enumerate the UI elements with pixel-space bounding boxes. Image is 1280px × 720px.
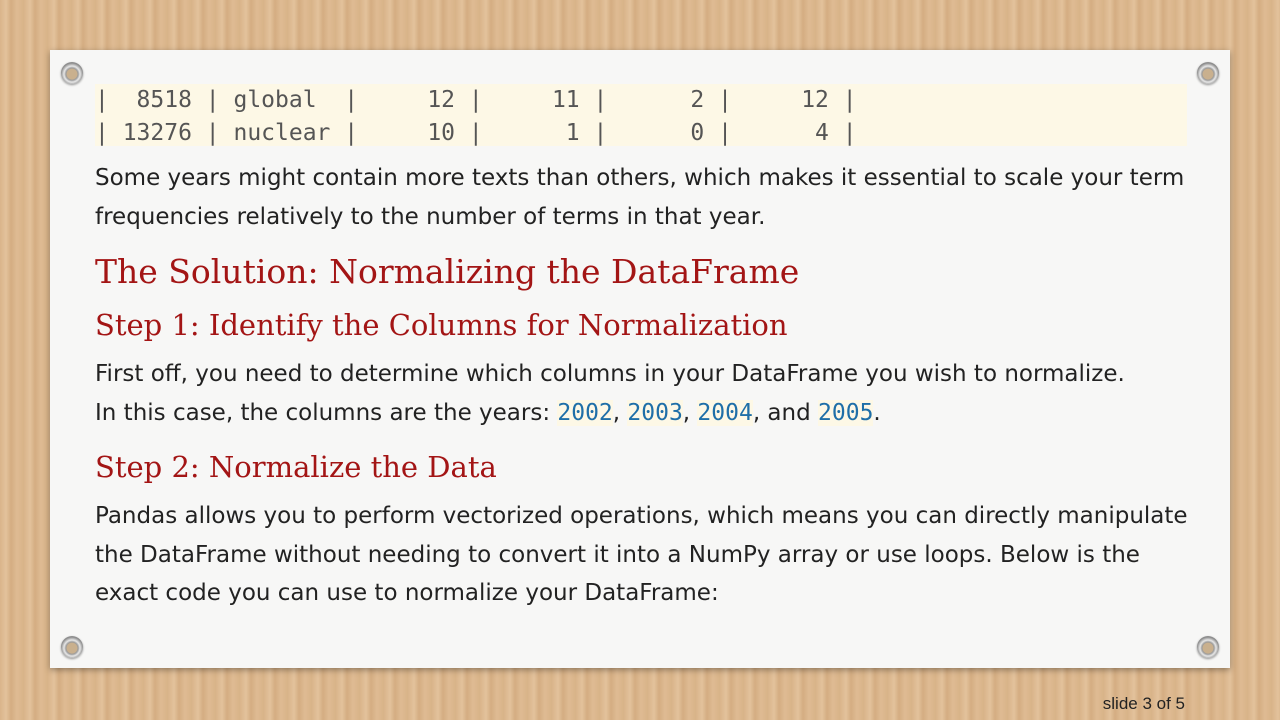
text: , [612,399,628,426]
pin-icon [61,62,83,84]
table-row: | 13276 | nuclear | 10 | 1 | 0 | 4 | [95,120,857,146]
code-table [95,84,1187,146]
text: First off, you need to determine which columns in your DataFrame you wish to normalize. [95,361,1125,387]
year-code: 2003 [627,399,683,426]
table-row: | 8518 | global | 12 | 11 | 2 | 12 | [95,87,857,113]
heading-step2: Step 2: Normalize the Data [95,450,497,484]
pin-icon [1197,636,1219,658]
year-code: 2002 [557,399,613,426]
text: , [682,399,698,426]
paragraph-scaling: Some years might contain more texts than others, which makes it essential to scale your term frequencies relatively to the number of terms in that year. [95,165,1185,230]
paragraph-vectorized: Pandas allows you to perform vectorized operations, which means you can directly manipulate the DataFrame without needing to convert it into a NumPy array or use loops. Below is the exact code you can use to normalize your DataFrame: [95,503,1188,606]
text: , and [752,399,819,426]
text: In this case, the columns are the years: [95,399,558,426]
text: . [873,399,881,426]
slide-counter: slide 3 of 5 [1102,694,1185,713]
year-code: 2004 [697,399,753,426]
heading-step1: Step 1: Identify the Columns for Normalization [95,308,788,342]
heading-solution: The Solution: Normalizing the DataFrame [95,252,800,291]
pin-icon [1197,62,1219,84]
paragraph-columns [95,355,1205,432]
slide [50,50,1230,668]
pin-icon [61,636,83,658]
year-code: 2005 [818,399,874,426]
